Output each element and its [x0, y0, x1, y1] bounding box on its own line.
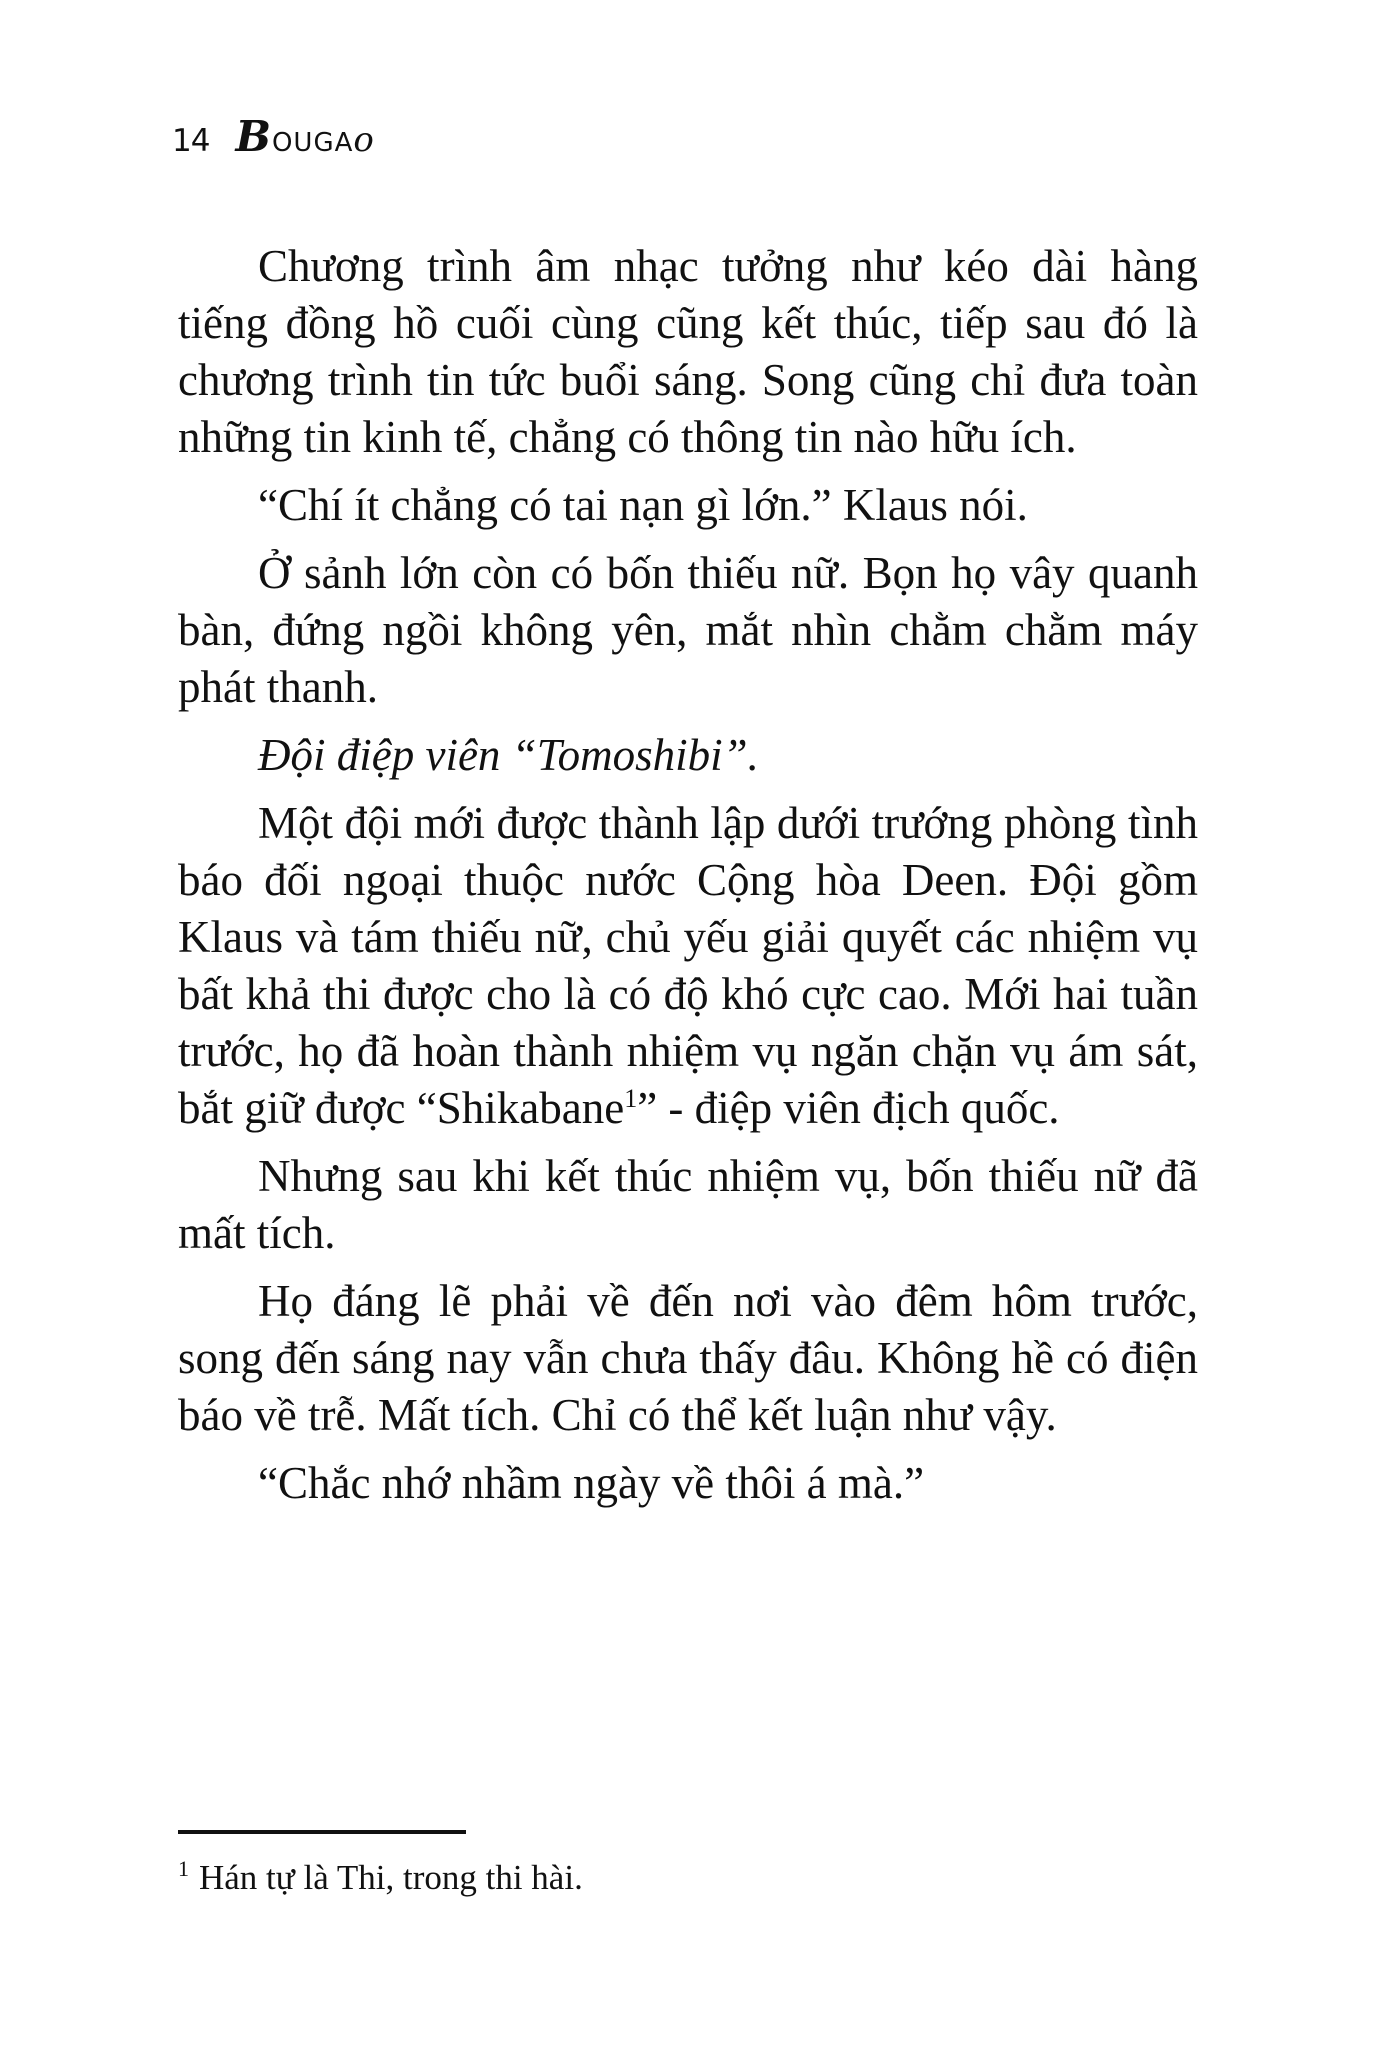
footnote-divider	[178, 1830, 466, 1834]
paragraph: Nhưng sau khi kết thúc nhiệm vụ, bốn thiếu nữ đã mất tích.	[178, 1151, 1198, 1258]
paragraph	[178, 795, 1198, 1137]
paragraph: Chương trình âm nhạc tưởng như kéo dài hàng tiếng đồng hồ cuối cùng cũng kết thúc, tiếp sau đó là chương trình tin tức buổi sáng. Song cũng chỉ đưa toàn những tin kinh tế, chẳng có thông tin nào hữu ích.	[178, 241, 1198, 462]
paragraph-italic: Đội điệp viên “Tomoshibi”.	[258, 730, 759, 780]
paragraph: “Chắc nhớ nhầm ngày về thôi á mà.”	[258, 1458, 925, 1508]
book-title-logo	[235, 112, 373, 161]
footnote-marker: 1	[178, 1856, 189, 1882]
page-number: 14	[172, 123, 210, 159]
body-text	[178, 238, 1198, 1523]
paragraph-text: Một đội mới được thành lập dưới trướng phòng tình báo đối ngoại thuộc nước Cộng hòa Deen. Đội gồm Klaus và tám thiếu nữ, chủ yếu giải quyết các nhiệm vụ bất khả thi được cho là có độ khó cực cao. Mới hai tuần trước, họ đã hoàn thành nhiệm vụ ngăn chặn vụ ám sát, bắt giữ được “Shikabane	[178, 798, 1198, 1133]
book-title-text: OUGA	[271, 128, 354, 158]
paragraph: Ở sảnh lớn còn có bốn thiếu nữ. Bọn họ vây quanh bàn, đứng ngồi không yên, mắt nhìn chằm chằm máy phát thanh.	[178, 548, 1198, 712]
footnote-reference: 1	[624, 1084, 638, 1113]
book-title-swash: o	[353, 120, 374, 160]
paragraph-text: ” - điệp viên địch quốc.	[637, 1083, 1060, 1133]
running-head	[172, 112, 374, 161]
book-title-initial: B	[235, 112, 271, 161]
paragraph: “Chí ít chẳng có tai nạn gì lớn.” Klaus nói.	[258, 480, 1028, 530]
footnote	[178, 1856, 583, 1900]
footnote-text: Hán tự là Thi, trong thi hài.	[199, 1858, 583, 1897]
paragraph: Họ đáng lẽ phải về đến nơi vào đêm hôm trước, song đến sáng nay vẫn chưa thấy đâu. Không hề có điện báo về trễ. Mất tích. Chỉ có thể kết luận như vậy.	[178, 1276, 1198, 1440]
